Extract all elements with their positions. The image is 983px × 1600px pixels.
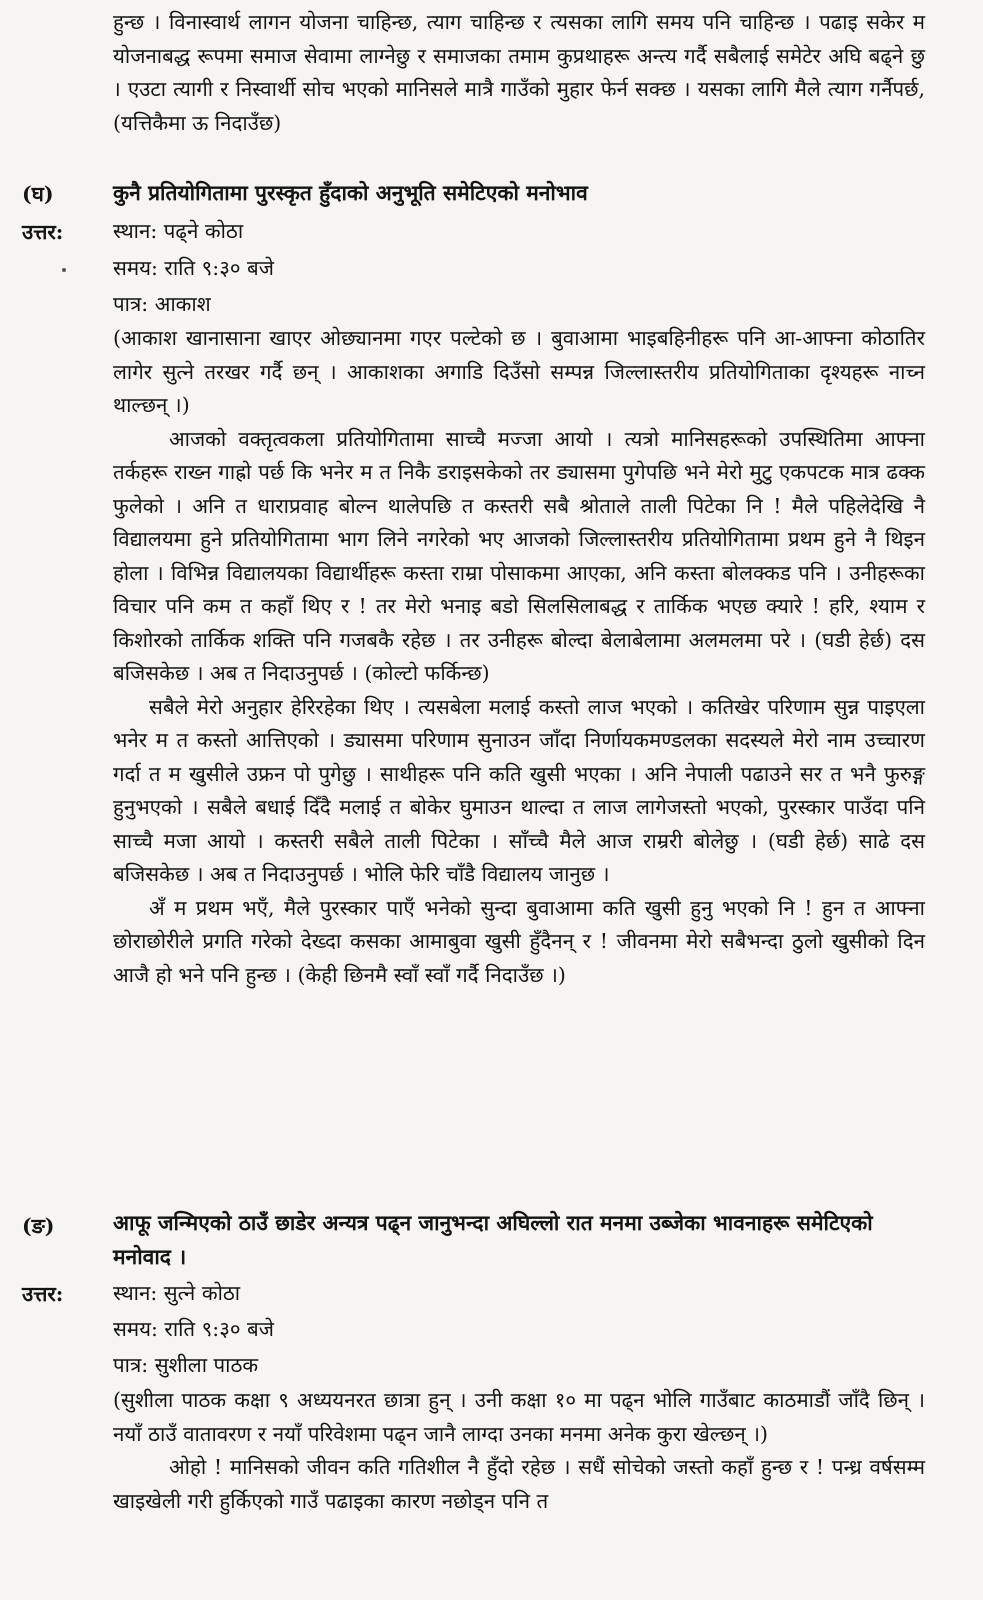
section-gha-answer-label: उत्तर: — [22, 220, 64, 244]
section-gha-question: कुनै प्रतियोगितामा पुरस्कृत हुँदाको अनुभूति समेटिएको मनोभाव — [113, 180, 588, 205]
section-gha-time: समय: राति ९:३० बजे — [113, 256, 274, 280]
section-nga-label: (ङ) — [22, 1214, 55, 1238]
section-nga-answer-label: उत्तर: — [22, 1282, 64, 1306]
section-nga-intro: (सुशीला पाठक कक्षा ९ अध्ययनरत छात्रा हुन् । उनी कक्षा १० मा पढ्न भोलि गाउँबाट काठमाडौं जाँदै छिन् । नयाँ ठाउँ वातावरण र नयाँ परिवेशमा पढ्न जानै लाग्दा उनका मनमा अनेक कुरा खेल्छन् ।) — [113, 1388, 925, 1446]
section-nga-para1: ओहो ! मानिसको जीवन कति गतिशील नै हुँदो रहेछ । सधैं सोचेको जस्तो कहाँ हुन्छ र ! पन्ध्र वर्षसम्म खाइखेली गरी हुर्किएको गाउँ पढाइका कारण नछोड्न पनि त — [113, 1455, 925, 1513]
section-gha-para2: सबैले मेरो अनुहार हेरिरहेका थिए । त्यसबेला मलाई कस्तो लाज भएको । कतिखेर परिणाम सुन्न पाइएला भनेर म त कस्तो आत्तिएको । ड्यासमा परिणाम सुनाउन जाँदा निर्णायकमण्डलका सदस्यले मेरो नाम उच्चारण गर्दा त म खुसीले उफ्रन पो पुगेछु । साथीहरू पनि कति खुसी भएका । अनि नेपाली पढाउने सर त भनै फुरुङ्ग हुनुभएको । सबैले बधाई दिँदै मलाई त बोकेर घुमाउन थाल्दा त लाज लागेजस्तो भएको, पुरस्कार पाउँदा पनि साच्चै मजा आयो । कस्तरी सबैले ताली पिटेका । साँच्चै मैले आज राम्ररी बोलेछु । (घडी हेर्छ) साढे दस बजिसकेछ । अब त निदाउनुपर्छ । भोलि फेरि चाँडै विद्यालय जानुछ । — [113, 694, 925, 886]
section-gha-body — [113, 322, 925, 992]
section-gha-place: स्थान: पढ्ने कोठा — [113, 219, 244, 243]
section-gha-label: (घ) — [22, 182, 54, 206]
section-nga-place: स्थान: सुत्ने कोठा — [113, 1281, 241, 1305]
section-nga-body — [113, 1384, 925, 1518]
top-paragraph-block — [113, 6, 925, 140]
section-nga-time: समय: राति ९:३० बजे — [113, 1317, 274, 1341]
section-nga-question: आफू जन्मिएको ठाउँ छाडेर अन्यत्र पढ्न जानुभन्दा अघिल्लो रात मनमा उब्जेका भावनाहरू समेटिएको मनोवाद । — [113, 1210, 873, 1269]
top-paragraph: हुन्छ । विनास्वार्थ लागन योजना चाहिन्छ, त्याग चाहिन्छ र त्यसका लागि समय पनि चाहिन्छ । पढाइ सकेर म योजनाबद्ध रूपमा समाज सेवामा लाग्नेछु र समाजका तमाम कुप्रथाहरू अन्त्य गर्दै सबैलाई समेटेर अघि बढ्ने छु । एउटा त्यागी र निस्वार्थी सोच भएको मानिसले मात्रै गाउँको मुहार फेर्न सक्छ । यसका लागि मैले त्याग गर्नैपर्छ, (यत्तिकैमा ऊ निदाउँछ) — [113, 10, 925, 135]
speck-mark — [62, 268, 66, 272]
section-gha-character: पात्र: आकाश — [113, 292, 211, 316]
section-gha-intro: (आकाश खानासाना खाएर ओछ्यानमा गएर पल्टेको छ । बुवाआमा भाइबहिनीहरू पनि आ-आफ्ना कोठातिर लागेर सुत्ने तरखर गर्दै छन् । आकाशका अगाडि दिउँसो सम्पन्न जिल्लास्तरीय प्रतियोगिताका दृश्यहरू नाच्न थाल्छन् ।) — [113, 326, 925, 417]
section-gha-para3: अँ म प्रथम भएँ, मैले पुरस्कार पाएँ भनेको सुन्दा बुवाआमा कति खुसी हुनु भएको नि ! हुन त आफ्ना छोराछोरीले प्रगति गरेको देख्दा कसका आमाबुवा खुसी हुँदैनन् र ! जीवनमा मेरो सबैभन्दा ठुलो खुसीको दिन आजै हो भने पनि हुन्छ । (केही छिनमै स्वाँ स्वाँ गर्दै निदाउँछ ।) — [113, 895, 925, 987]
section-nga-character: पात्र: सुशीला पाठक — [113, 1353, 259, 1377]
section-gha-para1: आजको वक्तृत्वकला प्रतियोगितामा साच्चै मज्जा आयो । त्यत्रो मानिसहरूको उपस्थितिमा आफ्ना तर्कहरू राख्न गाह्रो पर्छ कि भनेर म त निकै डराइसकेको तर ड्यासमा पुगेपछि भने मेरो मुटु एकपटक मात्र ढक्क फुलेको । अनि त धाराप्रवाह बोल्न थालेपछि त कस्तरी सबै श्रोताले ताली पिटेका नि ! मैले पहिलेदेखि नै विद्यालयमा हुने प्रतियोगितामा भाग लिने नगरेको भए आजको जिल्लास्तरीय प्रतियोगितामा प्रथम हुने नै थिइन होला । विभिन्न विद्यालयका विद्यार्थीहरू कस्ता राम्रा पोसाकमा आएका, अनि कस्ता बोलक्कड पनि । उनीहरूका विचार पनि कम त कहाँ थिए र ! तर मेरो भनाइ बडो सिलसिलाबद्ध र तार्किक भएछ क्यारे ! हरि, श्याम र किशोरको तार्किक शक्ति पनि गजबकै रहेछ । तर उनीहरू बोल्दा बेलाबेलामा अलमलमा परे । (घडी हेर्छ) दस बजिसकेछ । अब त निदाउनुपर्छ । (कोल्टो फर्किन्छ) — [113, 426, 925, 685]
